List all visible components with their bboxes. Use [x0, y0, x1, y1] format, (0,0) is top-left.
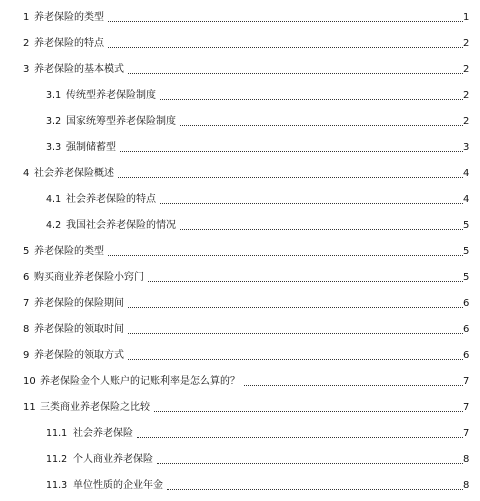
toc-entry-title: 养老保险的领取时间 — [34, 321, 126, 339]
toc-entry-number: 3 — [23, 64, 30, 75]
toc-entry-number: 5 — [23, 246, 30, 257]
toc-entry-number: 3.3 — [46, 142, 62, 153]
dot-leader — [108, 255, 467, 256]
toc-entry-11[interactable] — [0, 399, 480, 417]
toc-entry-title: 传统型养老保险制度 — [66, 87, 158, 105]
dot-leader — [160, 99, 467, 100]
toc-entry-page: 2 — [463, 113, 471, 131]
toc-entry-page: 7 — [463, 399, 471, 417]
toc-entry-page: 7 — [463, 373, 471, 391]
toc-entry-3-1[interactable] — [0, 87, 480, 105]
toc-entry-number: 4.1 — [46, 194, 62, 205]
dot-leader — [128, 307, 467, 308]
dot-leader — [108, 21, 467, 22]
toc-entry-number: 11.2 — [46, 454, 68, 465]
dot-leader — [244, 385, 467, 386]
dot-leader — [128, 359, 467, 360]
toc-entry-title: 单位性质的企业年金 — [73, 477, 165, 495]
dot-leader — [180, 125, 467, 126]
toc-entry-title: 个人商业养老保险 — [73, 451, 155, 469]
toc-entry-title: 社会养老保险概述 — [34, 165, 116, 183]
toc-entry-10[interactable] — [0, 373, 480, 391]
toc-entry-11-2[interactable] — [0, 451, 480, 469]
toc-entry-page: 6 — [463, 295, 471, 313]
toc-entry-number: 2 — [23, 38, 30, 49]
dot-leader — [128, 333, 467, 334]
toc-entry-title: 三类商业养老保险之比较 — [40, 399, 152, 417]
toc-entry-3-3[interactable] — [0, 139, 480, 157]
toc-entry-title: 养老保险的保险期间 — [34, 295, 126, 313]
dot-leader — [180, 229, 467, 230]
toc-entry-page: 5 — [463, 243, 471, 261]
toc-entry-number: 11.3 — [46, 480, 68, 491]
toc-entry-number: 4 — [23, 168, 30, 179]
toc-entry-3-2[interactable] — [0, 113, 480, 131]
toc-entry-4-2[interactable] — [0, 217, 480, 235]
toc-entry-title: 养老保险的类型 — [34, 9, 106, 27]
toc-entry-page: 3 — [463, 139, 471, 157]
toc-entry-page: 6 — [463, 321, 471, 339]
toc-entry-page: 4 — [463, 165, 471, 183]
toc-entry-2[interactable] — [0, 35, 480, 53]
toc-entry-11-3[interactable] — [0, 477, 480, 495]
toc-entry-number: 3.2 — [46, 116, 62, 127]
toc-entry-title: 养老保险的类型 — [34, 243, 106, 261]
toc-entry-3[interactable] — [0, 61, 480, 79]
dot-leader — [120, 151, 467, 152]
toc-entry-title: 养老保险金个人账户的记账利率是怎么算的？ — [40, 373, 242, 391]
toc-entry-page: 5 — [463, 217, 471, 235]
toc-entry-title: 购买商业养老保险小窍门 — [34, 269, 146, 287]
toc-entry-title: 国家统筹型养老保险制度 — [66, 113, 178, 131]
toc-entry-number: 4.2 — [46, 220, 62, 231]
toc-entry-7[interactable] — [0, 295, 480, 313]
dot-leader — [167, 489, 467, 490]
toc-entry-page: 2 — [463, 61, 471, 79]
toc-entry-page: 4 — [463, 191, 471, 209]
toc-entry-9[interactable] — [0, 347, 480, 365]
toc-entry-page: 8 — [463, 451, 471, 469]
toc-entry-page: 1 — [463, 9, 471, 27]
toc-entry-number: 3.1 — [46, 90, 62, 101]
toc-entry-4[interactable] — [0, 165, 480, 183]
dot-leader — [137, 437, 467, 438]
toc-entry-number: 9 — [23, 350, 30, 361]
toc-entry-4-1[interactable] — [0, 191, 480, 209]
toc-entry-number: 1 — [23, 12, 30, 23]
toc-entry-title: 社会养老保险 — [73, 425, 135, 443]
toc-entry-title: 养老保险的领取方式 — [34, 347, 126, 365]
toc-entry-title: 我国社会养老保险的情况 — [66, 217, 178, 235]
toc-entry-number: 11 — [23, 402, 36, 413]
toc-entry-number: 6 — [23, 272, 30, 283]
toc-entry-page: 2 — [463, 35, 471, 53]
toc-entry-page: 2 — [463, 87, 471, 105]
dot-leader — [157, 463, 467, 464]
toc-entry-page: 6 — [463, 347, 471, 365]
toc-entry-number: 11.1 — [46, 428, 68, 439]
toc-entry-8[interactable] — [0, 321, 480, 339]
toc-entry-page: 8 — [463, 477, 471, 495]
toc-entry-11-1[interactable] — [0, 425, 480, 443]
toc-entry-number: 8 — [23, 324, 30, 335]
dot-leader — [128, 73, 467, 74]
toc-entry-1[interactable] — [0, 9, 480, 27]
toc-entry-5[interactable] — [0, 243, 480, 261]
dot-leader — [160, 203, 467, 204]
toc-entry-number: 7 — [23, 298, 30, 309]
dot-leader — [108, 47, 467, 48]
toc-entry-page: 5 — [463, 269, 471, 287]
toc-entry-title: 强制储蓄型 — [66, 139, 118, 157]
toc-entry-number: 10 — [23, 376, 36, 387]
dot-leader — [148, 281, 467, 282]
dot-leader — [118, 177, 467, 178]
dot-leader — [154, 411, 467, 412]
toc-entry-title: 养老保险的基本模式 — [34, 61, 126, 79]
toc-entry-6[interactable] — [0, 269, 480, 287]
toc-entry-title: 社会养老保险的特点 — [66, 191, 158, 209]
toc-entry-title: 养老保险的特点 — [34, 35, 106, 53]
toc-entry-page: 7 — [463, 425, 471, 443]
